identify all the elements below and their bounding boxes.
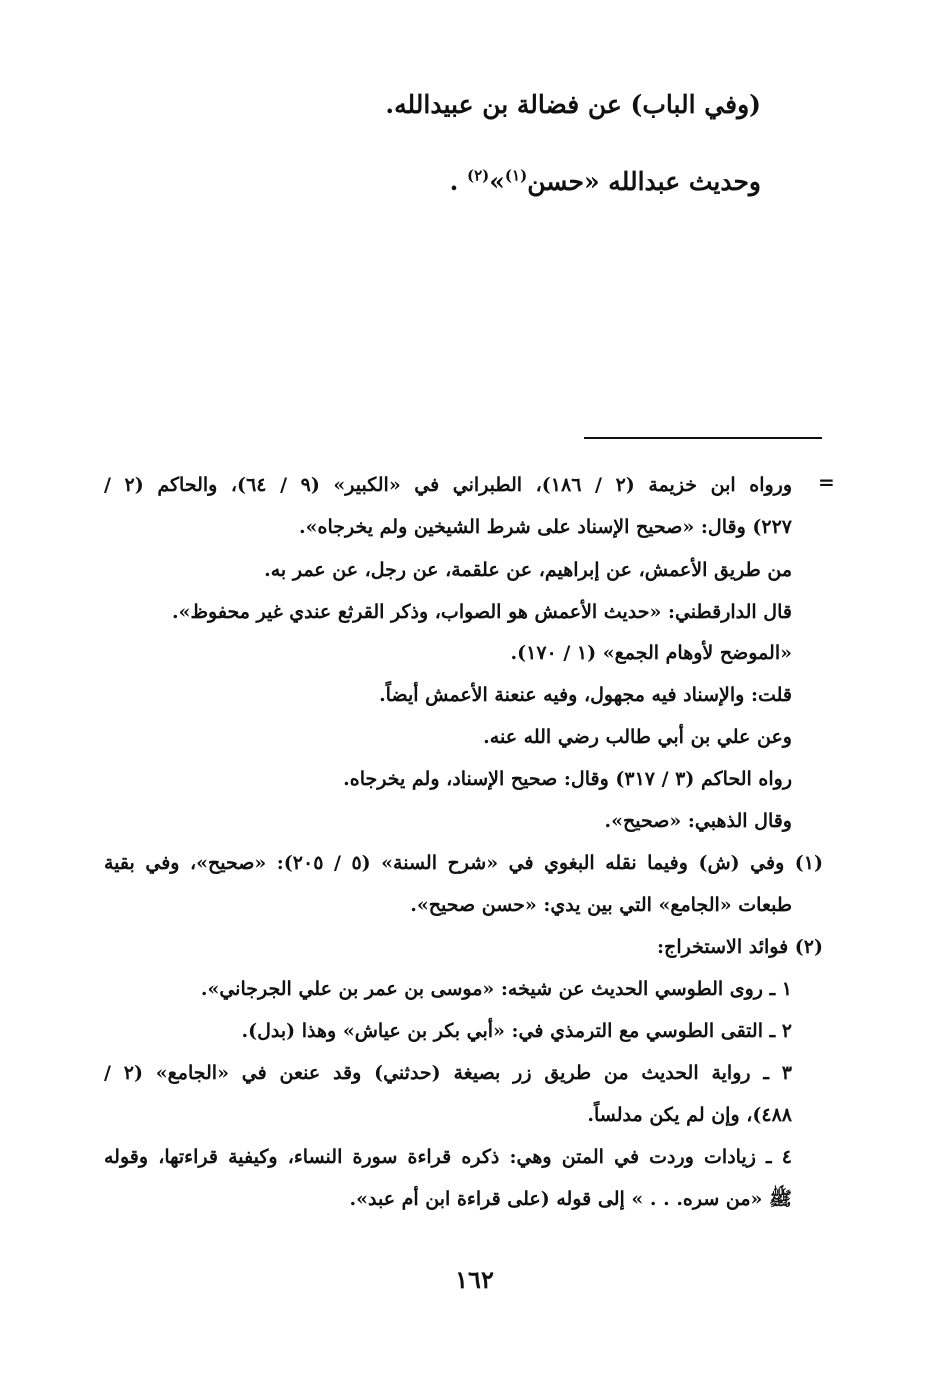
footnote-2-point-2: ٢ ـ التقى الطوسي مع الترمذي في: «أبي بكر بن عياش» وهذا (بدل). xyxy=(241,1020,792,1042)
footnote-line-9: وقال الذهبي: «صحيح». xyxy=(604,810,792,832)
footnote-2-point-4-line-1: ٤ ـ زيادات وردت في المتن وهي: ذكره قراءة سورة النساء، وكيفية قراءتها، وقوله xyxy=(104,1146,792,1168)
footnote-2-point-3-line-1: ٣ ـ رواية الحديث من طريق زر بصيغة (حدثني) وقد عنعن في «الجامع» (٢ / xyxy=(104,1062,792,1084)
footnote-ref-2: (٢) xyxy=(467,166,490,185)
footnote-line-5: «الموضح لأوهام الجمع» (١ / ١٧٠). xyxy=(510,642,792,664)
continuation-mark: = xyxy=(818,470,835,494)
main-text-line-2 xyxy=(450,165,761,199)
footnote-2-point-4-line-2: ﷺ «من سره. . . » إلى قوله (على قراءة ابن أم عبد». xyxy=(349,1188,792,1210)
footnote-line-7: وعن علي بن أبي طالب رضي الله عنه. xyxy=(483,726,792,748)
footnote-line-1: ورواه ابن خزيمة (٢ / ١٨٦)، الطبراني في «الكبير» (٩ / ٦٤)، والحاكم (٢ / xyxy=(104,474,793,496)
closing-quote: » xyxy=(489,167,505,196)
footnote-line-4: قال الدارقطني: «حديث الأعمش هو الصواب، وذكر القرثع عندي غير محفوظ». xyxy=(172,601,792,623)
footnote-line-8: رواه الحاكم (٣ / ٣١٧) وقال: صحيح الإسناد، ولم يخرجاه. xyxy=(343,768,792,790)
footnote-line-3: من طريق الأعمش، عن إبراهيم، عن علقمة، عن رجل، عن عمر به. xyxy=(264,559,792,581)
line-end-period: . xyxy=(449,167,459,196)
footnote-1-line-1: (١) وفي (ش) وفيما نقله البغوي في «شرح السنة» (٥ / ٢٠٥): «صحيح»، وفي بقية xyxy=(104,852,823,874)
main-text-line-1: (وفي الباب) عن فضالة بن عبيدالله. xyxy=(385,90,761,119)
footnote-line-6: قلت: والإسناد فيه مجهول، وفيه عنعنة الأعمش أيضاً. xyxy=(379,684,792,706)
footnote-2-point-3-line-2: ٤٨٨)، وإن لم يكن مدلساً. xyxy=(587,1104,792,1126)
footnote-2-heading: (٢) فوائد الاستخراج: xyxy=(657,936,823,958)
footnote-line-2: ٢٢٧) وقال: «صحيح الإسناد على شرط الشيخين ولم يخرجاه». xyxy=(299,516,792,538)
footnote-1-line-2: طبعات «الجامع» التي بين يدي: «حسن صحيح». xyxy=(410,894,792,916)
footnote-separator xyxy=(584,437,822,439)
footnote-2-point-1: ١ ـ روى الطوسي الحديث عن شيخه: «موسى بن عمر بن علي الجرجاني». xyxy=(200,978,792,1000)
hadith-grade-text: وحديث عبدالله «حسن xyxy=(527,167,761,196)
page-number: ١٦٢ xyxy=(455,1265,494,1294)
footnote-ref-1: (١) xyxy=(504,166,528,185)
